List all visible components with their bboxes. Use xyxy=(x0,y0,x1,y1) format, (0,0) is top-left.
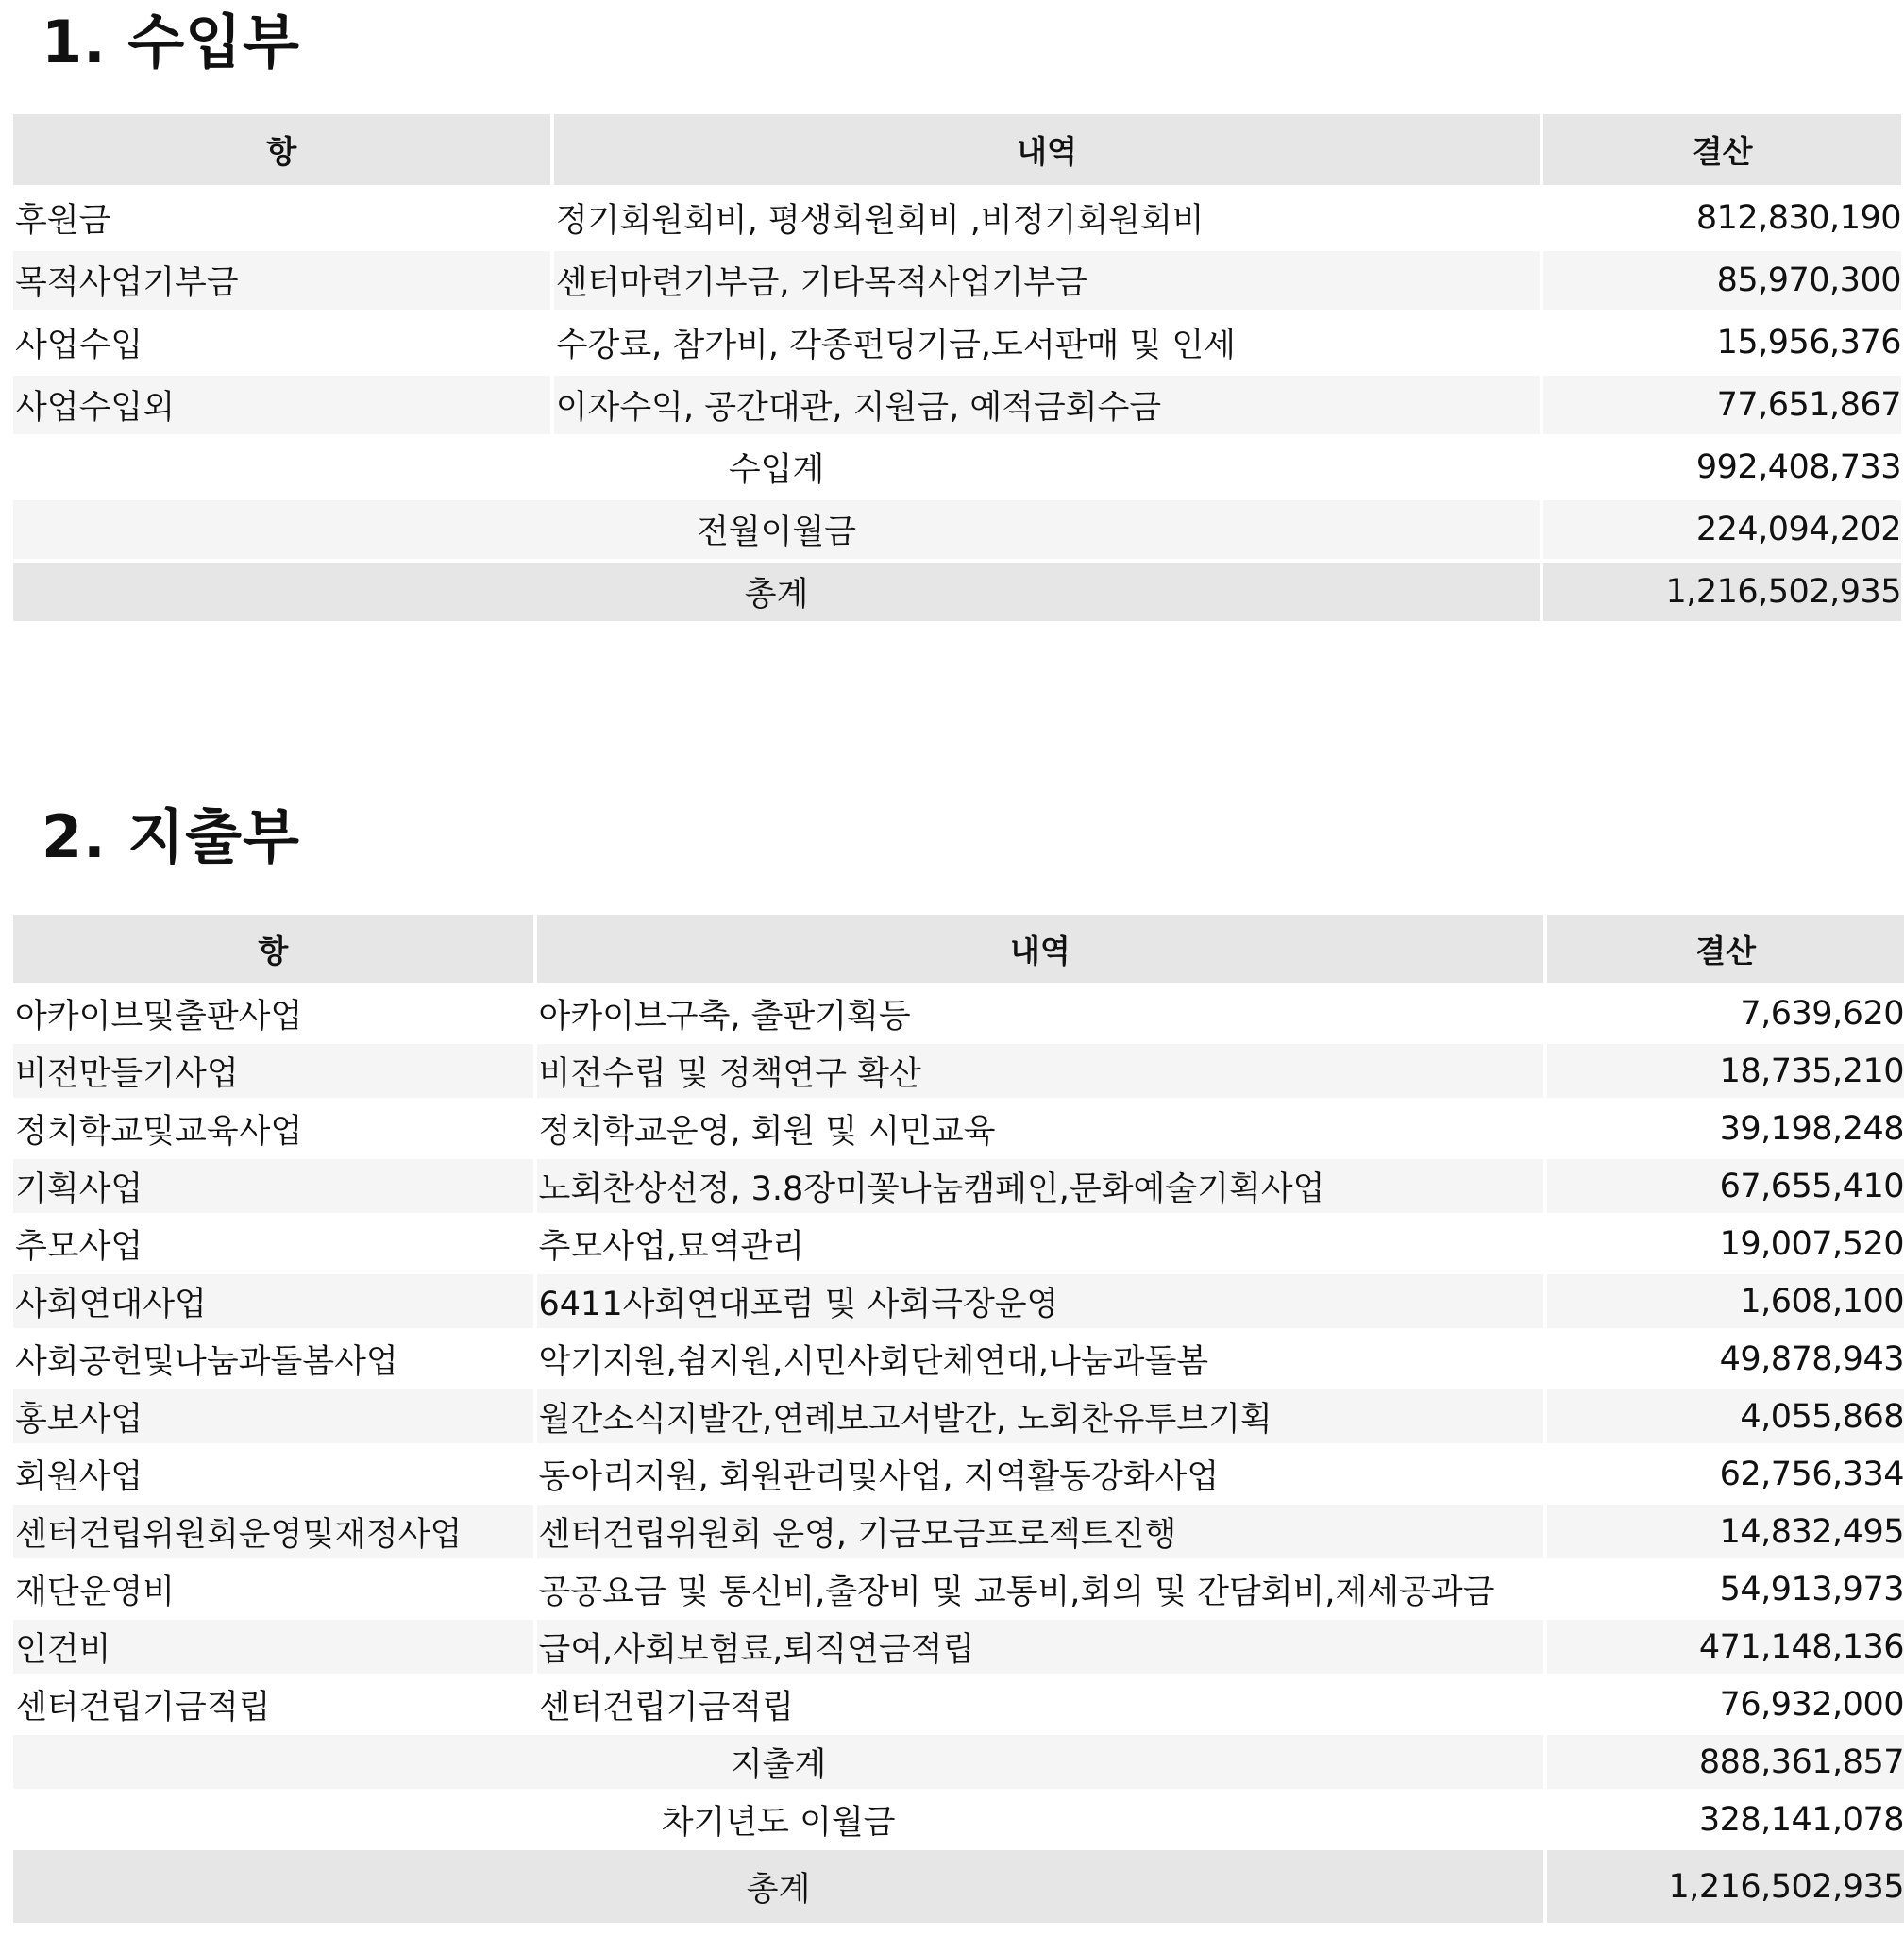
row-detail: 공공요금 및 통신비,출장비 및 교통비,회의 및 간담회비,제세공과금 xyxy=(537,1562,1544,1616)
total-label: 총계 xyxy=(13,1850,1543,1923)
row-item: 사업수입외 xyxy=(13,376,550,434)
row-amount: 39,198,248 xyxy=(1547,1102,1904,1155)
carryover-label: 차기년도 이월금 xyxy=(13,1793,1543,1846)
subtotal-row xyxy=(13,438,1901,497)
row-item: 재단운영비 xyxy=(13,1562,533,1616)
row-amount: 18,735,210 xyxy=(1547,1044,1904,1098)
row-detail: 센터마련기부금, 기타목적사업기부금 xyxy=(554,251,1540,310)
total-amount: 1,216,502,935 xyxy=(1547,1850,1904,1923)
income-table xyxy=(9,110,1904,625)
table-row xyxy=(13,1505,1904,1558)
table-row xyxy=(13,1562,1904,1616)
row-amount: 49,878,943 xyxy=(1547,1332,1904,1386)
total-row xyxy=(13,1850,1904,1923)
row-detail: 이자수익, 공간대관, 지원금, 예적금회수금 xyxy=(554,376,1540,434)
subtotal-row xyxy=(13,1735,1904,1789)
expense-table xyxy=(9,911,1904,1927)
row-amount: 7,639,620 xyxy=(1547,986,1904,1040)
carryover-amount: 224,094,202 xyxy=(1543,500,1901,559)
table-row xyxy=(13,1677,1904,1731)
row-item: 인건비 xyxy=(13,1620,533,1674)
table-row xyxy=(13,1447,1904,1501)
table-header-row xyxy=(13,114,1901,185)
row-item: 사업수입 xyxy=(13,313,550,372)
row-item: 센터건립기금적립 xyxy=(13,1677,533,1731)
table-row xyxy=(13,1274,1904,1328)
table-row xyxy=(13,1044,1904,1098)
row-detail: 수강료, 참가비, 각종펀딩기금,도서판매 및 인세 xyxy=(554,313,1540,372)
row-amount: 54,913,973 xyxy=(1547,1562,1904,1616)
table-row xyxy=(13,1159,1904,1213)
row-item: 센터건립위원회운영및재정사업 xyxy=(13,1505,533,1558)
row-item: 추모사업 xyxy=(13,1217,533,1271)
subtotal-label: 지출계 xyxy=(13,1735,1543,1789)
row-item: 사회공헌및나눔과돌봄사업 xyxy=(13,1332,533,1386)
subtotal-label: 수입계 xyxy=(13,438,1540,497)
column-header-item: 항 xyxy=(13,915,533,983)
row-item: 아카이브및출판사업 xyxy=(13,986,533,1040)
row-detail: 노회찬상선정, 3.8장미꽃나눔캠페인,문화예술기획사업 xyxy=(537,1159,1544,1213)
table-row xyxy=(13,189,1901,247)
row-detail: 센터건립기금적립 xyxy=(537,1677,1544,1731)
carryover-label: 전월이월금 xyxy=(13,500,1540,559)
row-detail: 급여,사회보험료,퇴직연금적립 xyxy=(537,1620,1544,1674)
table-row xyxy=(13,986,1904,1040)
column-header-amount: 결산 xyxy=(1547,915,1904,983)
carryover-amount: 328,141,078 xyxy=(1547,1793,1904,1846)
table-header-row xyxy=(13,915,1904,983)
row-detail: 동아리지원, 회원관리및사업, 지역활동강화사업 xyxy=(537,1447,1544,1501)
row-amount: 1,608,100 xyxy=(1547,1274,1904,1328)
row-detail: 정기회원회비, 평생회원회비 ,비정기회원회비 xyxy=(554,189,1540,247)
table-row xyxy=(13,1217,1904,1271)
table-row xyxy=(13,376,1901,434)
total-row xyxy=(13,563,1901,621)
subtotal-amount: 992,408,733 xyxy=(1543,438,1901,497)
row-detail: 센터건립위원회 운영, 기금모금프로젝트진행 xyxy=(537,1505,1544,1558)
column-header-detail: 내역 xyxy=(554,114,1540,185)
table-row xyxy=(13,1102,1904,1155)
total-amount: 1,216,502,935 xyxy=(1543,563,1901,621)
table-row xyxy=(13,313,1901,372)
row-amount: 19,007,520 xyxy=(1547,1217,1904,1271)
row-detail: 악기지원,쉼지원,시민사회단체연대,나눔과돌봄 xyxy=(537,1332,1544,1386)
row-item: 목적사업기부금 xyxy=(13,251,550,310)
total-label: 총계 xyxy=(13,563,1540,621)
row-item: 정치학교및교육사업 xyxy=(13,1102,533,1155)
row-item: 홍보사업 xyxy=(13,1389,533,1443)
row-amount: 812,830,190 xyxy=(1543,189,1901,247)
row-amount: 4,055,868 xyxy=(1547,1389,1904,1443)
column-header-detail: 내역 xyxy=(537,915,1544,983)
row-amount: 15,956,376 xyxy=(1543,313,1901,372)
row-amount: 471,148,136 xyxy=(1547,1620,1904,1674)
row-item: 사회연대사업 xyxy=(13,1274,533,1328)
table-row xyxy=(13,1332,1904,1386)
income-section-title: 1. 수입부 xyxy=(42,8,300,76)
row-amount: 85,970,300 xyxy=(1543,251,1901,310)
row-detail: 월간소식지발간,연례보고서발간, 노회찬유투브기획 xyxy=(537,1389,1544,1443)
row-detail: 추모사업,묘역관리 xyxy=(537,1217,1544,1271)
row-item: 회원사업 xyxy=(13,1447,533,1501)
row-amount: 67,655,410 xyxy=(1547,1159,1904,1213)
row-detail: 정치학교운영, 회원 및 시민교육 xyxy=(537,1102,1544,1155)
carryover-row xyxy=(13,1793,1904,1846)
row-amount: 76,932,000 xyxy=(1547,1677,1904,1731)
row-detail: 6411사회연대포럼 및 사회극장운영 xyxy=(537,1274,1544,1328)
table-row xyxy=(13,1620,1904,1674)
column-header-item: 항 xyxy=(13,114,550,185)
row-detail: 아카이브구축, 출판기획등 xyxy=(537,986,1544,1040)
row-amount: 14,832,495 xyxy=(1547,1505,1904,1558)
row-item: 후원금 xyxy=(13,189,550,247)
carryover-row xyxy=(13,500,1901,559)
expense-section-title: 2. 지출부 xyxy=(42,802,300,871)
subtotal-amount: 888,361,857 xyxy=(1547,1735,1904,1789)
column-header-amount: 결산 xyxy=(1543,114,1901,185)
row-amount: 62,756,334 xyxy=(1547,1447,1904,1501)
table-row xyxy=(13,1389,1904,1443)
row-amount: 77,651,867 xyxy=(1543,376,1901,434)
row-detail: 비전수립 및 정책연구 확산 xyxy=(537,1044,1544,1098)
row-item: 비전만들기사업 xyxy=(13,1044,533,1098)
table-row xyxy=(13,251,1901,310)
row-item: 기획사업 xyxy=(13,1159,533,1213)
